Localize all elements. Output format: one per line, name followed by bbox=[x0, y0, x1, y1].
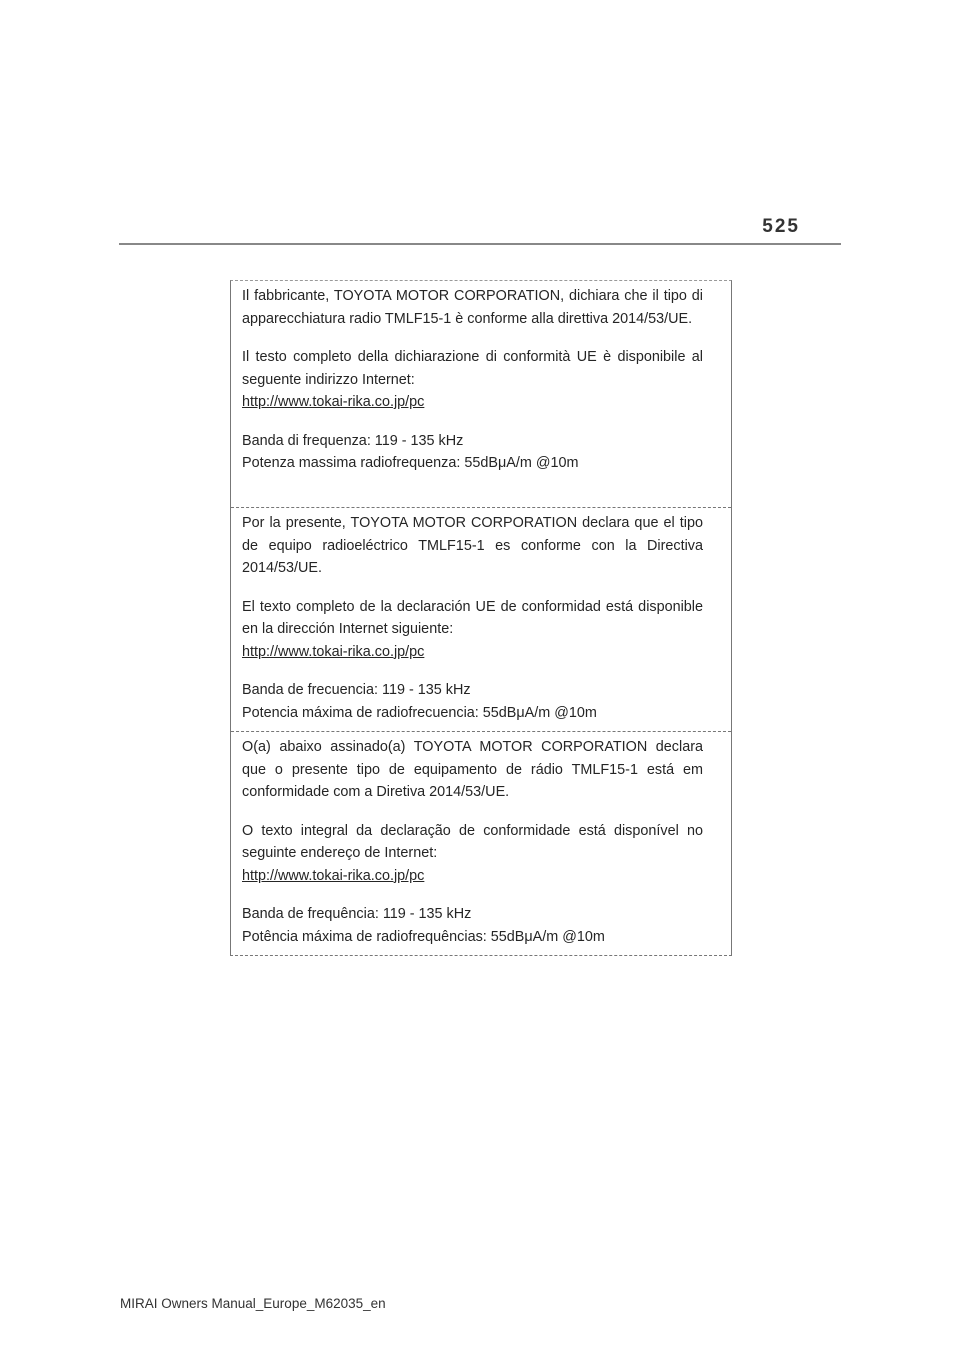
conformity-url-link[interactable]: http://www.tokai-rika.co.jp/pc bbox=[242, 867, 425, 884]
declaration-box bbox=[230, 280, 732, 956]
page-number: 525 bbox=[762, 216, 800, 237]
frequency-band: Banda di frequenza: 119 - 135 kHz bbox=[242, 432, 464, 449]
declaration-statement: O(a) abaixo assinado(a) TOYOTA MOTOR CORPORATION declara que o presente tipo de equipamento de rádio TMLF15-1 está em conformidade com a Diretiva 2014/53/UE. bbox=[242, 739, 703, 800]
max-power: Potência máxima de radiofrequências: 55dBμA/m @10m bbox=[242, 928, 605, 945]
conformity-url-link[interactable]: http://www.tokai-rika.co.jp/pc bbox=[242, 394, 425, 410]
max-power: Potencia máxima de radiofrecuencia: 55dBμA/m @10m bbox=[242, 704, 597, 721]
footer-manual-id: MIRAI Owners Manual_Europe_M62035_en bbox=[120, 1296, 386, 1311]
conformity-url-link[interactable]: http://www.tokai-rika.co.jp/pc bbox=[242, 643, 425, 660]
declaration-statement: Por la presente, TOYOTA MOTOR CORPORATION declara que el tipo de equipo radioeléctrico TMLF15-1 es conforme con la Directiva 2014/53/UE. bbox=[242, 515, 703, 576]
frequency-band: Banda de frecuencia: 119 - 135 kHz bbox=[242, 682, 471, 698]
declaration-statement: Il fabbricante, TOYOTA MOTOR CORPORATION, dichiara che il tipo di apparecchiatura radio TMLF15-1 è conforme alla direttiva 2014/53/UE. bbox=[242, 288, 703, 327]
full-text-notice: Il testo completo della dichiarazione di conformità UE è disponibile al seguente indirizzo Internet: bbox=[242, 349, 703, 388]
max-power: Potenza massima radiofrequenza: 55dBμA/m @10m bbox=[242, 455, 579, 471]
full-text-notice: El texto completo de la declaración UE de conformidad está disponible en la dirección Internet siguiente: bbox=[242, 598, 703, 637]
frequency-band: Banda de frequência: 119 - 135 kHz bbox=[242, 906, 472, 922]
full-text-notice: O texto integral da declaração de conformidade está disponível no seguinte endereço de Internet: bbox=[242, 822, 703, 861]
declaration-section-spanish bbox=[231, 507, 731, 731]
header-rule bbox=[119, 243, 841, 245]
declaration-section-portuguese bbox=[231, 731, 731, 955]
declaration-section-italian bbox=[231, 281, 731, 507]
